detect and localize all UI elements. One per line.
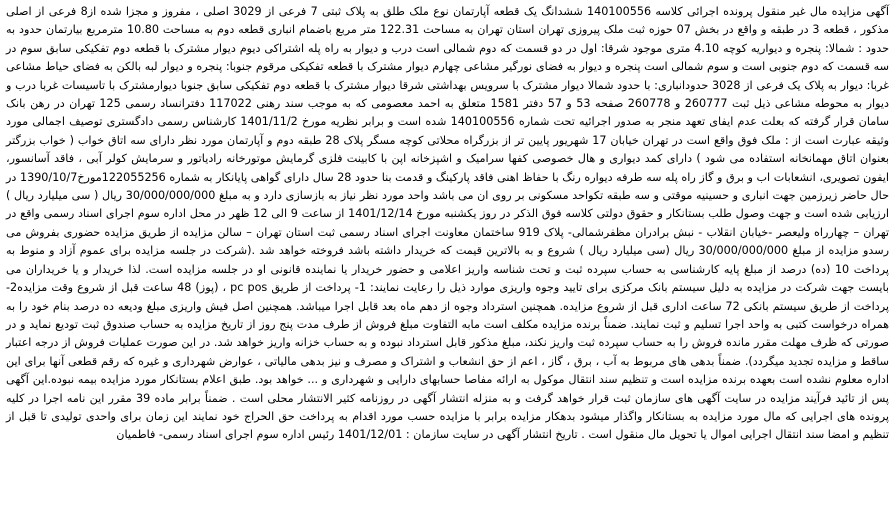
notice-body-text: آگهی مزایده مال غیر منقول پرونده اجرائی کلاسه 140100556 ششدانگ یک قطعه آپارتمان نوع ملک طلق به پلاک ثبتی 7 فرعی از 3029 اصلی ، مفروز و مجزا شده از8 فرعی از اصلی مذکور ، قطعه 3 در طبقه و واقع در بخش 07 حوزه ثبت ملک پیروزی تهران استان تهران به مساحت 122.31 متر مربع باضمام انباری قطعه دوم به مساحت 10.80 مترمربع بیارتمان حدود به حدود : شمالا: پنجره و دیواریه کوچه 4.10 متری موجود شرقا: اول در دو قسمت که دوم شمالی است درب و دیوار به راه پله اشتراکی دیوم دیوار مشترک با قطعه دوم تفکیکی سابق سوم در سه قسمت که دوم جنوبی است و سوم شمالی است پنجره و دیوار به فضای نورگیر مشاعی چهارم دیوار مشترک با قطعه تفکیکی مرقوم جنوبا: پنجره و دیوار لبه بالکن به فضای حیاط مشاعی غربا: دیوار به پلاک یک فرعی از 3028 حدودانباری: با حدود شمالا دیوار مشترک با سرویس بهداشتی شرقا دیوار مشترک با قطعه دوم تفکیکی سابق جنوبا دیوارمشترک با تاسیسات غربا درب و دیوار به محوطه مشاعی ذیل ثبت 260777 و 260778 صفحه 53 و 57 دفتر 1581 متعلق به احمد معصومی که به موجب سند رهنی 117022 دفترانساد رسمی 125 تهران در رهن بانک سامان قرار گرفته که بعلت عدم ایفای تعهد منجر به صدور اجرائیه تحت شماره 140100556 شده است و برابر نظریه مورخ 1401/11/2 کارشناس رسمی دادگستری توصیف اجمالی مورد وثیقه عبارت است از : ملک فوق واقع است در تهران خیابان 17 شهریور پایین تر از بزرگراه محلاتی کوچه مسگر پلاک 28 طبقه دوم و آپارتمان مورد نظر دارای سه اتاق خواب ( خواب بزرگتر بعنوان اتاق مهمانخانه استفاده می شود ) دارای کمد دیواری و هال خصوصی کفها سرامیک و اشپزخانه اپن با کابینت فلزی گرمایش موتورخانه رادیاتور و سرمایش کولر آبی ، فاقد آسانسور، ایفون تصویری، انشعابات اب و برق و گاز راه پله سه طرفه دیواره رنگ با حفاظ اهنی فاقد پارکینگ و قدمت بنا حدود 28 سال دارای گواهی پایانکار به شماره 122055256مورخ1390/10/7 در حال حاضر زیرزمین جهت انباری و حسینیه موقتی و سه طبقه تکواحد مسکونی بر روی ان می باشد واحد مورد نظر نیاز به بازسازی دارد و به مبلغ 30/000/000/000 ریال ( سی میلیارد ریال ) ارزیابی شده است و جهت وصول طلب بستانکار و حقوق دولتی کلاسه فوق الذکر در روز یکشنبه مورخ 1401/12/14 از ساعت 9 الی 12 ظهر در محل اداره سوم اجرای اسناد رسمی واقع در تهران – چهارراه ولیعصر -خیابان انقلاب - نبش برادران مظفرشمالی- پلاک 919 ساختمان معاونت اجرای اسناد رسمی ثبت استان تهران – سالن مزایده از طریق مزایده حضوری بفروش می رسدو مزایده از مبلغ 30/000/000/000 ریال (سی میلیارد ریال ) شروع و به بالاترین قیمت که خریدار داشته باشد فروخته خواهد شد .(شرکت در جلسه مزایده برای عموم آزاد و منوط به پرداخت 10 (ده) درصد از مبلغ پایه کارشناسی به حساب سپرده ثبت و تحت شناسه واریز اعلامی و حضور خریدار یا نماینده قانونی او در جلسه مزایده است. لذا خریدار و یا خریداران می بایست جهت شرکت در مزایده به دلیل سیستم بانک مرکزی برای تایید وجوه واریزی موارد ذیل را رعایت نمایند: 1- پرداخت از طریق pc pos ، (پوز) 48 ساعت قبل از شروع وقت مزایده2- پرداخت از طریق سیستم بانکی 72 ساعت اداری قبل از شروع مزایده. همچنین استرداد وجوه از دهم ماه بعد قابل اجرا میباشد. همچنین اصل فیش واریزی مبلغ ودیعه ده درصد بنام خود را به همراه درخواست کتبی به واحد اجرا تسلیم و ثبت نمایند. ضمناً برنده مزایده مکلف است مابه التفاوت مبلغ فروش از طرف مدت پنج روز از تاریخ مزایده به حساب صندوق ثبت تودیع نماید و در صورتی که ظرف مهلت مقرر مانده فروش را به حساب سپرده ثبت واریز نکند، مبلغ مذکور قابل استرداد نبوده و به حساب خزانه واریز خواهد شد. در این صورت عملیات فروش از درجه اعتبار ساقط و مزایده تجدید میگردد). ضمناً بدهی های مربوط به آب ، برق ، گاز ، اعم از حق انشعاب و اشتراک و مصرف و نیز بدهی مالیاتی ، عوارض شهرداری و غیره که رقم قطعی آنها برای این اداره معلوم نشده است بعهده برنده مزایده است و تنظیم سند انتقال موکول به ارائه مفاصا حسابهای دارایی و شهرداری و ... خواهد بود. طبق اعلام بستانکار مورد مزایده بیمه نبوده.این آگهی پس از تائید فرآیند مزایده در سایت آگهی های سازمان ثبت قرار خواهد گرفت و به منزله انتشار آگهی در روزنامه کثیر الانتشار محلی است . ضمناً برابر ماده 39 مقرر این نامه اجرا در کلیه پرونده های اجرایی که مال مورد مزایده به بستانکار واگذار میشود بدهکار مزایده برابر با مزایده حسب مورد اقدام به پرداخت حق الحراج خود نمایند این زمان برای واحدی تولیدی تا قبل از تنظیم و امضا سند انتقال اجرایی اموال یا تحویل مال منقول است . تاریخ انتشار آگهی در سایت سازمان : 1401/12/01 رئیس اداره سوم اجرای اسناد رسمی- فاطمیان bbox=[6, 5, 890, 442]
